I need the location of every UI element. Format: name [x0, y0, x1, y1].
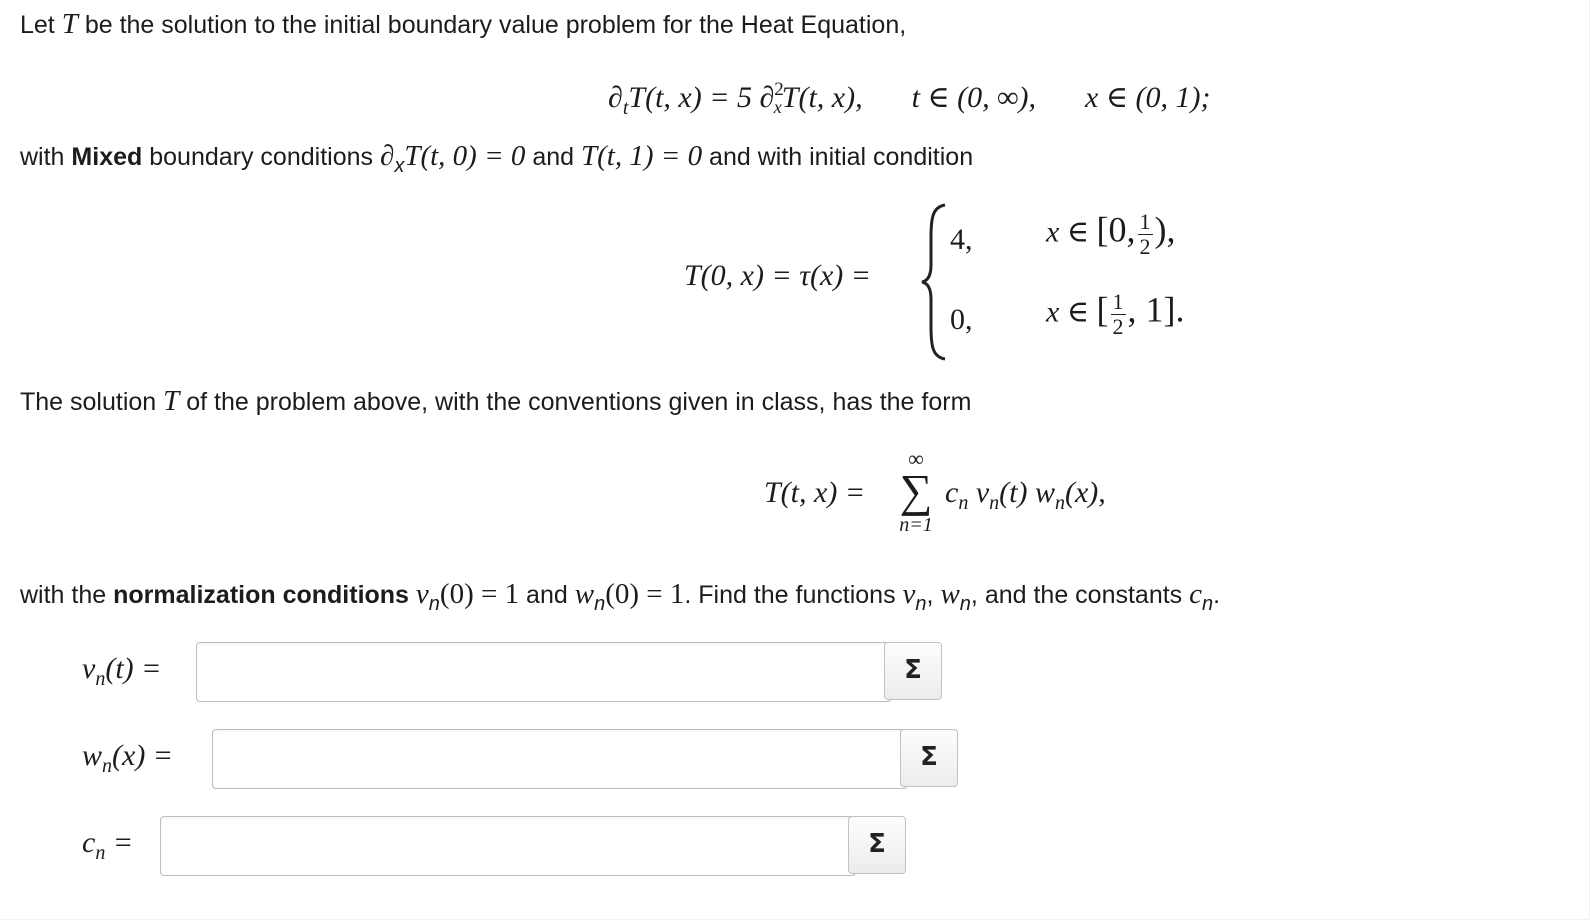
ic-case1-den: 2 — [1139, 234, 1151, 259]
ic-case1-open: [0, — [1096, 209, 1136, 250]
term-w: w — [1034, 476, 1055, 509]
intro-rest: be the solution to the initial boundary value problem for the Heat Equation, — [84, 11, 907, 39]
sum-symbol: ∑ — [899, 465, 933, 516]
ic-lhs: T(0, x) = τ(x) = — [684, 259, 872, 292]
c-answer-label — [82, 826, 133, 865]
left-brace-icon — [921, 203, 947, 361]
pde-partial-t: ∂ — [608, 81, 623, 114]
ic-case2-open: [ — [1096, 289, 1109, 330]
w-sum-button[interactable]: Σ — [900, 729, 958, 787]
w-label-rest: (x) = — [112, 739, 174, 772]
ic-case2-den: 2 — [1112, 314, 1124, 339]
solution-line — [20, 385, 971, 418]
c-answer-input[interactable] — [160, 816, 856, 876]
norm-and: and — [526, 581, 568, 609]
intro-line — [20, 8, 906, 41]
pde-rhs-rest: T(t, x), — [781, 81, 863, 114]
sol-var-T: T — [163, 385, 180, 417]
sum-upper: ∞ — [908, 446, 924, 471]
norm-v: v — [415, 578, 429, 610]
norm-comma: , — [926, 581, 934, 609]
ic-case2-frac — [1111, 290, 1126, 339]
term-v-arg: (t) — [999, 476, 1028, 509]
norm-f-v: v — [902, 578, 916, 610]
ic-case1-value: 4, — [950, 223, 973, 256]
norm-f-v-sub: n — [915, 593, 927, 615]
v-answer-input[interactable] — [196, 642, 892, 702]
v-sum-button[interactable]: Σ — [884, 642, 942, 700]
term-w-arg: (x), — [1065, 476, 1106, 509]
norm-f-c: c — [1189, 578, 1203, 610]
bc-line — [20, 140, 973, 182]
w-answer-label — [82, 739, 173, 778]
bc-end: and with initial condition — [709, 143, 974, 171]
term-c: c — [945, 476, 959, 509]
pde-sup: 2 — [774, 79, 784, 100]
norm-w-eq: (0) = 1 — [605, 578, 685, 610]
term-w-sub: n — [1055, 492, 1065, 514]
bc-and: and — [532, 143, 575, 171]
norm-line — [20, 578, 1220, 620]
bc1-rest: T(t, 0) = 0 — [404, 140, 526, 172]
term-c-sub: n — [958, 492, 969, 514]
norm-f-w-sub: n — [959, 593, 971, 615]
sol-post: of the problem above, with the conventions given in class, has the form — [186, 388, 972, 416]
bc1-partial: ∂ — [379, 140, 395, 172]
bc-bold: Mixed — [71, 143, 143, 171]
pde-partial-t-sub: t — [622, 97, 629, 119]
v-answer-label — [82, 652, 161, 691]
term-v: v — [975, 476, 990, 509]
var-T: T — [61, 8, 78, 40]
c-sum-button[interactable]: Σ — [848, 816, 906, 874]
norm-pre: with the — [20, 581, 107, 609]
norm-f-w: w — [940, 578, 960, 610]
norm-find: . Find the functions — [684, 581, 896, 609]
ic-case1-frac — [1138, 210, 1153, 259]
norm-w-sub: n — [594, 593, 606, 615]
norm-bold: normalization conditions — [113, 581, 409, 609]
v-label-rest: (t) = — [105, 652, 162, 685]
bc1-sub: x — [394, 155, 405, 177]
ic-case1 — [1046, 210, 1176, 259]
intro-lead: Let — [20, 11, 55, 39]
w-label-sub: n — [102, 755, 113, 777]
ic-case2 — [1046, 290, 1185, 339]
pde-sub-x: x — [773, 97, 782, 117]
c-label-rest: = — [105, 826, 134, 859]
v-label-sub: n — [95, 668, 106, 690]
w-answer-input[interactable] — [212, 729, 908, 789]
pde-equation — [608, 72, 1211, 126]
ic-case2-value: 0, — [950, 303, 973, 336]
bc-after: boundary conditions — [149, 143, 374, 171]
norm-period: . — [1213, 581, 1221, 609]
ic-case2-close: , 1]. — [1127, 289, 1185, 330]
ic-case1-cond: x ∈ — [1046, 215, 1090, 249]
pde-lhs-rest: T(t, x) = 5 ∂ — [628, 81, 775, 114]
norm-v-sub: n — [428, 593, 440, 615]
norm-f-c-sub: n — [1202, 593, 1214, 615]
c-label-sub: n — [95, 842, 106, 864]
sum-lower: n=1 — [899, 514, 933, 536]
bc2: T(t, 1) = 0 — [581, 140, 703, 172]
ic-case2-num: 1 — [1112, 289, 1124, 314]
c-label: c — [82, 826, 96, 859]
ic-case1-num: 1 — [1139, 209, 1151, 234]
ic-case1-close: ), — [1154, 209, 1176, 250]
norm-v-eq: (0) = 1 — [439, 578, 520, 610]
summation — [886, 446, 946, 536]
ic-case2-cond: x ∈ — [1046, 295, 1090, 329]
v-label: v — [82, 652, 96, 685]
norm-w: w — [574, 578, 595, 610]
pde-domain-t: t ∈ (0, ∞), — [911, 81, 1037, 114]
sol-pre: The solution — [20, 388, 157, 416]
term-v-sub: n — [989, 492, 1000, 514]
w-label: w — [82, 739, 103, 772]
norm-and-const: , and the constants — [970, 581, 1183, 609]
pde-domain-x: x ∈ (0, 1); — [1085, 81, 1211, 114]
series-term — [945, 475, 1106, 521]
series-lhs: T(t, x) = — [764, 476, 866, 509]
bc-with: with — [20, 143, 65, 171]
